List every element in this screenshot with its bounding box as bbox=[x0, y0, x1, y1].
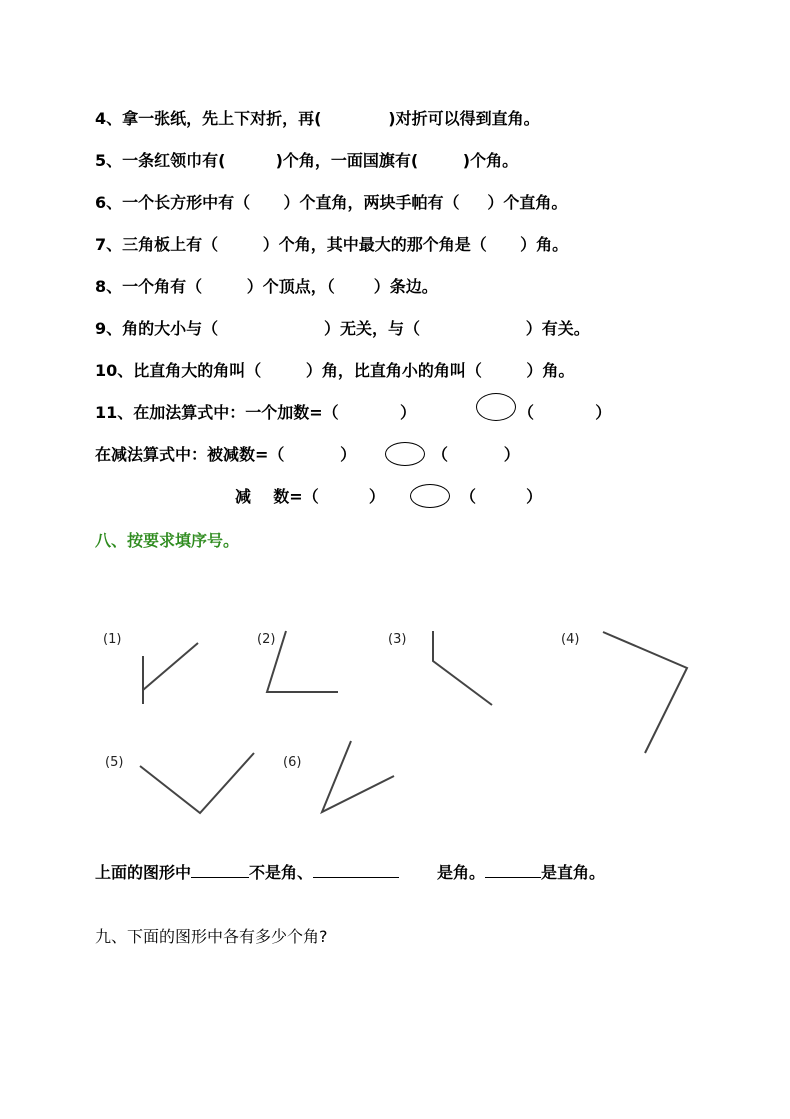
question-6: 6、一个长方形中有（ ）个直角，两块手帕有（ ）个直角。 bbox=[95, 193, 568, 212]
answer-text-2: 不是角、 bbox=[249, 863, 314, 882]
answer-blank-right-angle[interactable] bbox=[485, 863, 541, 878]
answer-text-3: 是角。 bbox=[437, 863, 486, 882]
answer-text-4: 是直角。 bbox=[541, 863, 606, 882]
section-9-title: 九、下面的图形中各有多少个角? bbox=[95, 927, 328, 946]
question-11-subtraction: 在减法算式中：被减数=（ ） bbox=[95, 445, 357, 464]
figure-label-3: (3) bbox=[388, 632, 407, 647]
question-11-subtrahend-blank: （ ） bbox=[460, 487, 543, 506]
question-11-addition: 11、在加法算式中：一个加数=（ ） bbox=[95, 403, 416, 422]
question-7: 7、三角板上有（ ）个角，其中最大的那个角是（ ）角。 bbox=[95, 235, 569, 254]
figure-6-angle bbox=[322, 741, 394, 812]
question-4: 4、拿一张纸，先上下对折，再( )对折可以得到直角。 bbox=[95, 109, 540, 128]
question-9: 9、角的大小与（ ）无关，与（ ）有关。 bbox=[95, 319, 590, 338]
question-11-subtraction-blank: （ ） bbox=[432, 445, 520, 464]
figure-label-6: (6) bbox=[283, 755, 302, 770]
figure-4-angle bbox=[603, 632, 687, 753]
figure-5-angle bbox=[140, 753, 254, 813]
question-10: 10、比直角大的角叫（ ）角，比直角小的角叫（ ）角。 bbox=[95, 361, 575, 380]
question-8: 8、一个角有（ ）个顶点，（ ）条边。 bbox=[95, 277, 438, 296]
answer-blank-is-angle[interactable] bbox=[313, 863, 399, 878]
figure-label-5: (5) bbox=[105, 755, 124, 770]
question-5: 5、一条红领巾有( )个角，一面国旗有( )个角。 bbox=[95, 151, 519, 170]
section-8-title: 八、按要求填序号。 bbox=[95, 531, 240, 550]
figure-1-line-b bbox=[143, 643, 198, 690]
figure-3-angle bbox=[433, 631, 492, 705]
question-11-addition-blank: （ ） bbox=[518, 403, 612, 422]
section-8-answer-line bbox=[95, 860, 605, 883]
figure-2-angle bbox=[267, 631, 338, 692]
figure-label-1: (1) bbox=[103, 632, 122, 647]
figure-label-4: (4) bbox=[561, 632, 580, 647]
answer-blank-not-angle[interactable] bbox=[191, 863, 249, 878]
answer-text-1: 上面的图形中 bbox=[95, 863, 192, 882]
figure-label-2: (2) bbox=[257, 632, 276, 647]
question-11-subtrahend: 减 数=（ ） bbox=[235, 487, 385, 506]
